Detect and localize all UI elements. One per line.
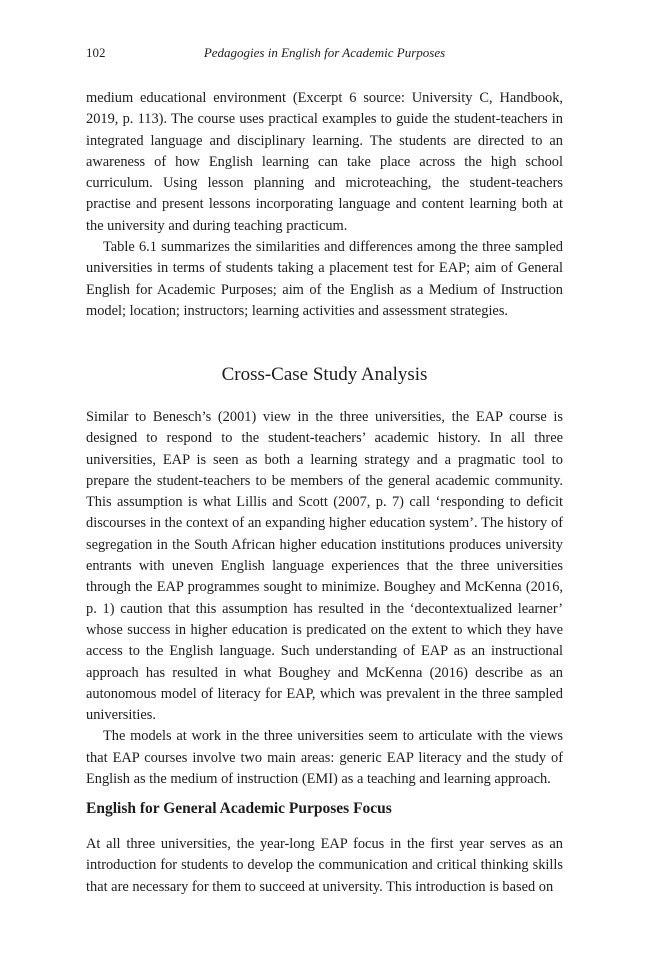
paragraph-continued: medium educational environment (Excerpt 6 source: University C, Handbook, 2019, p. 113). The course uses practical examples to guide the student-teachers in integrated language and disciplinary learning. The students are directed to an awareness of how English learning can take place across the high school curriculum. Using lesson planning and microteaching, the student-teachers practise and present lessons incorporating language and content learning both at the university and during teaching practicum. bbox=[86, 90, 563, 234]
running-title: Pedagogies in English for Academic Purposes bbox=[203, 45, 446, 60]
subsection-heading: English for General Academic Purposes Focus bbox=[86, 800, 392, 817]
paragraph-table-summary: Table 6.1 summarizes the similarities and differences among the three sampled universities in terms of students taking a placement test for EAP; aim of General English for Academic Purposes; aim of the English as a Medium of Instruction model; location; instructors; learning activities and assessment strategies. bbox=[86, 239, 563, 319]
section-text-block bbox=[86, 407, 563, 790]
paragraph-cross-case-1: Similar to Benesch’s (2001) view in the three universities, the EAP course is designed to respond to the student-teachers’ academic history. In all three universities, EAP is seen as both a learning strategy and a pragmatic tool to prepare the student-teachers to be members of the general academic community. This assumption is what Lillis and Scott (2007, p. 7) call ‘responding to deficit discourses in the context of an expanding higher education system’. The history of segregation in the South African higher education institutions produces university entrants with uneven English language experiences that the three universities through the EAP programmes sought to minimize. Boughey and McKenna (2016, p. 1) caution that this assumption has resulted in the ‘decontextualized learner’ whose success in higher education is predicated on the extent to which they have access to the English language. Such understanding of EAP as an instructional approach has resulted in what Boughey and McKenna (2016) describe as an autonomous model of literacy for EAP, which was prevalent in the three sampled universities. bbox=[86, 409, 563, 724]
opening-text-block bbox=[86, 88, 563, 322]
paragraph-cross-case-2: The models at work in the three universities seem to articulate with the views that EAP courses involve two main areas: generic EAP literacy and the study of English as the medium of instruction (EMI) as a teaching and learning approach. bbox=[86, 728, 563, 788]
running-head bbox=[86, 45, 563, 65]
section-heading: Cross-Case Study Analysis bbox=[221, 364, 428, 385]
subsection-text-block bbox=[86, 834, 563, 898]
paragraph-egap-1: At all three universities, the year-long EAP focus in the first year serves as an introduction for students to develop the communication and critical thinking skills that are necessary for them to succeed at university. This introduction is based on bbox=[86, 836, 563, 895]
page-number: 102 bbox=[86, 45, 106, 60]
